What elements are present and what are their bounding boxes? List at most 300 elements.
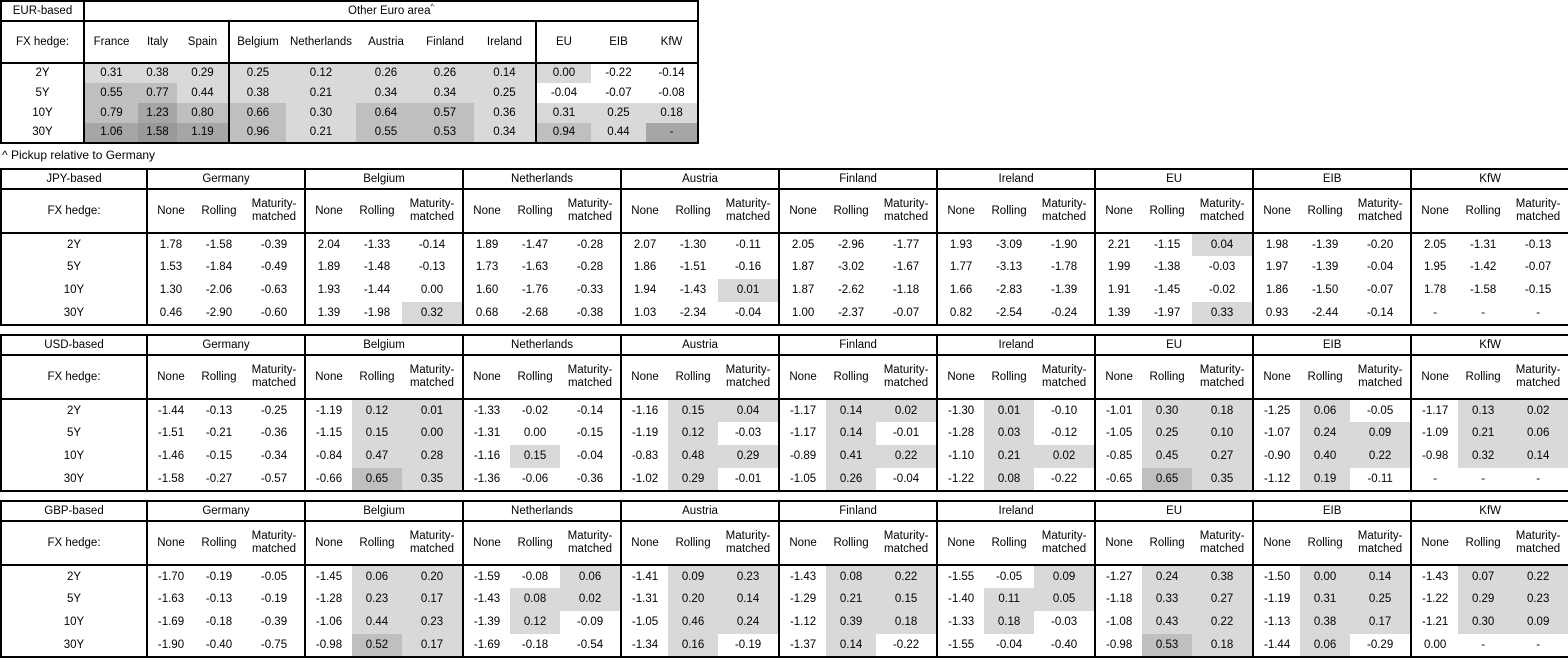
- value-cell: 0.04: [1192, 233, 1253, 256]
- issuer-group-header: EIB: [1253, 501, 1411, 521]
- value-cell: -0.18: [205, 616, 233, 629]
- issuer-group-header: Ireland: [937, 335, 1095, 355]
- hedge-type-header: Rolling: [1142, 355, 1192, 399]
- value-cell: 0.17: [1350, 611, 1411, 634]
- value-cell: -0.20: [1367, 238, 1394, 251]
- value-cell: 1.86: [1253, 279, 1300, 302]
- issuer-group-header: Belgium: [305, 169, 463, 189]
- tenor-label: 5Y: [1, 588, 147, 611]
- value-cell: -0.22: [1050, 472, 1078, 485]
- hedge-type-header: None: [1411, 355, 1458, 399]
- value-cell: 0.30: [286, 103, 356, 123]
- value-cell: 0.23: [718, 565, 779, 588]
- value-cell: 0.80: [177, 103, 229, 123]
- value-cell: -0.34: [260, 450, 288, 463]
- value-cell: 0.11: [984, 588, 1034, 611]
- value-cell: 0.21: [286, 83, 356, 103]
- value-cell: 0.29: [718, 445, 779, 468]
- value-cell: -0.08: [658, 86, 685, 99]
- value-cell: -1.69: [157, 616, 185, 629]
- value-cell: -1.33: [463, 399, 510, 422]
- value-cell: -1.12: [1253, 468, 1300, 491]
- hedge-type-header: Rolling: [194, 355, 244, 399]
- value-cell: -1.33: [363, 238, 391, 251]
- value-cell: -1.51: [157, 427, 185, 440]
- value-cell: -0.84: [305, 445, 352, 468]
- value-cell: 0.47: [352, 445, 402, 468]
- footnote: [0, 144, 1568, 168]
- gbp-based-table: [0, 500, 1568, 658]
- value-cell: 1.78: [1411, 279, 1458, 302]
- value-cell: 0.48: [668, 445, 718, 468]
- tenor-label: 30Y: [1, 123, 84, 143]
- table-currency-label: JPY-based: [1, 169, 147, 189]
- value-cell: -0.15: [1525, 284, 1552, 297]
- hedge-type-header: None: [1095, 189, 1142, 233]
- value-cell: 0.00: [1300, 565, 1350, 588]
- value-cell: -1.31: [463, 422, 510, 445]
- tenor-label: 30Y: [1, 634, 147, 657]
- issuer-group-header: Ireland: [937, 501, 1095, 521]
- value-cell: 0.15: [876, 588, 937, 611]
- value-cell: 0.14: [1508, 445, 1568, 468]
- value-cell: -1.76: [521, 284, 549, 297]
- issuer-column-header: Belgium: [229, 21, 286, 63]
- tenor-label: 10Y: [1, 279, 147, 302]
- value-cell: -0.25: [260, 404, 288, 417]
- value-cell: -: [646, 123, 698, 143]
- value-cell: 0.18: [876, 611, 937, 634]
- value-cell: -1.34: [621, 634, 668, 657]
- tenor-label: 10Y: [1, 103, 84, 123]
- value-cell: -1.43: [679, 284, 707, 297]
- fx-hedge-label: FX hedge:: [1, 21, 84, 63]
- value-cell: -0.04: [892, 472, 920, 485]
- hedge-type-header: None: [147, 355, 194, 399]
- value-cell: 1.93: [937, 233, 984, 256]
- value-cell: -0.49: [260, 261, 288, 274]
- value-cell: 0.44: [591, 123, 646, 143]
- value-cell: 0.14: [826, 422, 876, 445]
- value-cell: 0.65: [1142, 468, 1192, 491]
- hedge-type-header: None: [305, 355, 352, 399]
- hedge-type-header: Maturity-matched: [560, 355, 621, 399]
- value-cell: -1.50: [1312, 284, 1339, 297]
- value-cell: -1.90: [157, 638, 185, 651]
- issuer-column-header: Italy: [138, 21, 177, 63]
- hedge-type-header: Maturity-matched: [718, 521, 779, 565]
- hedge-type-header: Rolling: [826, 355, 876, 399]
- value-cell: 0.22: [1508, 565, 1568, 588]
- value-cell: 0.25: [1142, 422, 1192, 445]
- value-cell: -1.31: [621, 588, 668, 611]
- hedge-type-header: Maturity-matched: [402, 521, 463, 565]
- value-cell: -0.14: [658, 67, 685, 80]
- value-cell: 1.87: [779, 256, 826, 279]
- value-cell: 0.14: [474, 63, 536, 83]
- value-cell: -0.15: [576, 427, 604, 440]
- hedge-type-header: Maturity-matched: [718, 355, 779, 399]
- value-cell: 0.08: [826, 565, 876, 588]
- value-cell: 0.45: [1142, 445, 1192, 468]
- value-cell: 0.00: [523, 427, 547, 440]
- fx-hedge-label: FX hedge:: [1, 521, 147, 565]
- value-cell: -2.44: [1312, 306, 1339, 319]
- value-cell: 0.34: [416, 83, 474, 103]
- value-cell: -0.15: [205, 450, 233, 463]
- value-cell: -0.04: [536, 83, 591, 103]
- value-cell: -1.36: [463, 468, 510, 491]
- value-cell: -0.13: [418, 261, 446, 274]
- value-cell: -0.01: [734, 472, 762, 485]
- hedge-type-header: Maturity-matched: [1034, 355, 1095, 399]
- value-cell: 1.30: [159, 284, 183, 297]
- value-cell: -1.70: [157, 570, 185, 583]
- value-cell: 0.44: [177, 83, 229, 103]
- hedge-type-header: None: [463, 521, 510, 565]
- value-cell: -1.06: [305, 611, 352, 634]
- value-cell: -0.11: [1367, 472, 1393, 485]
- value-cell: -1.63: [521, 261, 549, 274]
- value-cell: -0.40: [205, 638, 233, 651]
- hedge-type-header: Maturity-matched: [1350, 355, 1411, 399]
- value-cell: -0.19: [260, 593, 288, 606]
- tenor-label: 2Y: [1, 399, 147, 422]
- value-cell: -1.21: [1411, 611, 1458, 634]
- value-cell: 0.13: [1458, 399, 1508, 422]
- hedge-type-header: Maturity-matched: [402, 189, 463, 233]
- value-cell: -1.44: [157, 404, 185, 417]
- value-cell: -1.63: [157, 593, 185, 606]
- value-cell: -1.08: [1095, 611, 1142, 634]
- value-cell: -1.58: [1470, 284, 1497, 297]
- value-cell: -: [1536, 638, 1541, 651]
- hedge-type-header: Maturity-matched: [876, 189, 937, 233]
- value-cell: 0.17: [402, 634, 463, 657]
- hedge-type-header: None: [621, 189, 668, 233]
- value-cell: 0.22: [876, 445, 937, 468]
- value-cell: -1.46: [157, 450, 185, 463]
- tenor-label: 2Y: [1, 63, 84, 83]
- value-cell: 0.14: [1350, 565, 1411, 588]
- value-cell: -2.34: [679, 306, 707, 319]
- value-cell: -1.28: [937, 422, 984, 445]
- value-cell: 0.94: [536, 123, 591, 143]
- issuer-group-header: Germany: [147, 335, 305, 355]
- value-cell: 0.15: [352, 422, 402, 445]
- issuer-group-header: Germany: [147, 169, 305, 189]
- value-cell: -1.15: [305, 422, 352, 445]
- value-cell: 2.07: [621, 233, 668, 256]
- table-currency-label: GBP-based: [1, 501, 147, 521]
- hedge-type-header: Maturity-matched: [1192, 521, 1253, 565]
- value-cell: -1.97: [1154, 306, 1181, 319]
- value-cell: 1.06: [84, 123, 138, 143]
- value-cell: -1.07: [1253, 422, 1300, 445]
- issuer-group-header: Netherlands: [463, 169, 621, 189]
- value-cell: 0.00: [420, 284, 444, 297]
- value-cell: -: [1481, 638, 1486, 651]
- value-cell: -1.05: [621, 611, 668, 634]
- value-cell: 1.91: [1095, 279, 1142, 302]
- value-cell: 1.19: [177, 123, 229, 143]
- value-cell: -3.09: [995, 238, 1023, 251]
- issuer-group-header: Belgium: [305, 335, 463, 355]
- hedge-type-header: None: [937, 189, 984, 233]
- value-cell: -1.02: [621, 468, 668, 491]
- hedge-type-header: Maturity-matched: [876, 355, 937, 399]
- table-currency-label: USD-based: [1, 335, 147, 355]
- value-cell: -1.43: [1411, 565, 1458, 588]
- hedge-type-header: Rolling: [826, 189, 876, 233]
- hedge-type-header: None: [621, 521, 668, 565]
- value-cell: -2.90: [205, 306, 233, 319]
- tenor-label: 5Y: [1, 422, 147, 445]
- hedge-type-header: Maturity-matched: [1350, 189, 1411, 233]
- value-cell: 1.98: [1253, 233, 1300, 256]
- value-cell: 0.40: [1300, 445, 1350, 468]
- value-cell: -0.13: [1525, 238, 1552, 251]
- issuer-group-header: EU: [1095, 501, 1253, 521]
- hedge-type-header: None: [779, 189, 826, 233]
- value-cell: -1.43: [779, 565, 826, 588]
- value-cell: -0.66: [305, 468, 352, 491]
- footnote-text: Pickup relative to Germany: [10, 148, 156, 162]
- value-cell: 0.46: [668, 611, 718, 634]
- value-cell: 1.97: [1253, 256, 1300, 279]
- value-cell: 0.34: [474, 123, 536, 143]
- value-cell: 0.02: [1508, 399, 1568, 422]
- value-cell: 0.25: [1350, 588, 1411, 611]
- value-cell: 0.18: [646, 103, 698, 123]
- value-cell: 0.65: [352, 468, 402, 491]
- value-cell: 1.66: [937, 279, 984, 302]
- value-cell: -0.85: [1095, 445, 1142, 468]
- value-cell: -0.08: [521, 570, 549, 583]
- value-cell: 1.99: [1095, 256, 1142, 279]
- value-cell: -1.48: [363, 261, 391, 274]
- hedge-type-header: None: [1411, 521, 1458, 565]
- value-cell: -1.05: [779, 468, 826, 491]
- issuer-group-header: KfW: [1411, 169, 1568, 189]
- value-cell: 0.05: [1034, 588, 1095, 611]
- value-cell: -0.36: [576, 472, 604, 485]
- value-cell: -0.04: [1367, 261, 1394, 274]
- value-cell: -2.06: [205, 284, 233, 297]
- value-cell: 1.60: [463, 279, 510, 302]
- value-cell: -1.17: [779, 399, 826, 422]
- issuer-group-header: KfW: [1411, 335, 1568, 355]
- value-cell: 1.93: [305, 279, 352, 302]
- value-cell: 0.52: [352, 634, 402, 657]
- value-cell: 0.06: [352, 565, 402, 588]
- value-cell: -0.05: [995, 570, 1023, 583]
- hedge-type-header: None: [147, 189, 194, 233]
- value-cell: -3.13: [995, 261, 1023, 274]
- hedge-type-header: Maturity-matched: [718, 189, 779, 233]
- hedge-type-header: Maturity-matched: [1508, 355, 1568, 399]
- value-cell: 0.09: [1350, 422, 1411, 445]
- value-cell: -0.29: [1367, 638, 1394, 651]
- value-cell: 0.39: [826, 611, 876, 634]
- hedge-type-header: Rolling: [668, 355, 718, 399]
- value-cell: -0.07: [605, 86, 632, 99]
- value-cell: -1.01: [1095, 399, 1142, 422]
- value-cell: 0.34: [356, 83, 416, 103]
- value-cell: -0.28: [576, 261, 604, 274]
- issuer-group-header: EU: [1095, 169, 1253, 189]
- issuer-group-header: Belgium: [305, 501, 463, 521]
- value-cell: 0.06: [1300, 634, 1350, 657]
- value-cell: 0.07: [1458, 565, 1508, 588]
- value-cell: -0.36: [260, 427, 288, 440]
- hedge-type-header: Rolling: [984, 521, 1034, 565]
- value-cell: -2.37: [837, 306, 865, 319]
- hedge-type-header: Maturity-matched: [1508, 189, 1568, 233]
- value-cell: -0.03: [734, 427, 762, 440]
- value-cell: 0.23: [1508, 588, 1568, 611]
- value-cell: 0.33: [1142, 588, 1192, 611]
- value-cell: 0.55: [356, 123, 416, 143]
- value-cell: 1.77: [937, 256, 984, 279]
- value-cell: -1.27: [1095, 565, 1142, 588]
- value-cell: -0.27: [205, 472, 233, 485]
- value-cell: 0.33: [1192, 302, 1253, 325]
- value-cell: 1.86: [621, 256, 668, 279]
- value-cell: 0.26: [826, 468, 876, 491]
- value-cell: -1.13: [1253, 611, 1300, 634]
- value-cell: 1.58: [138, 123, 177, 143]
- value-cell: 1.00: [779, 302, 826, 325]
- value-cell: 0.82: [937, 302, 984, 325]
- hedge-type-header: Maturity-matched: [1192, 189, 1253, 233]
- value-cell: 0.09: [1034, 565, 1095, 588]
- value-cell: -2.83: [995, 284, 1023, 297]
- eur-based-table: [0, 0, 699, 144]
- hedge-type-header: None: [1253, 355, 1300, 399]
- value-cell: 2.05: [779, 233, 826, 256]
- value-cell: -2.96: [837, 238, 865, 251]
- value-cell: -1.39: [1050, 284, 1078, 297]
- value-cell: -: [1536, 472, 1541, 485]
- value-cell: -0.12: [1050, 427, 1078, 440]
- tenor-label: 2Y: [1, 233, 147, 256]
- hedge-type-header: None: [621, 355, 668, 399]
- value-cell: -0.06: [521, 472, 549, 485]
- value-cell: 0.31: [84, 63, 138, 83]
- tenor-label: 2Y: [1, 565, 147, 588]
- value-cell: -1.19: [621, 422, 668, 445]
- hedge-type-header: Rolling: [1300, 355, 1350, 399]
- value-cell: 0.24: [1142, 565, 1192, 588]
- value-cell: -0.14: [576, 404, 604, 417]
- value-cell: 0.21: [286, 123, 356, 143]
- value-cell: -1.45: [1154, 284, 1181, 297]
- issuer-group-header: Netherlands: [463, 335, 621, 355]
- value-cell: 0.26: [416, 63, 474, 83]
- value-cell: -1.05: [1095, 422, 1142, 445]
- value-cell: 0.19: [1300, 468, 1350, 491]
- value-cell: 0.01: [984, 399, 1034, 422]
- value-cell: 0.15: [510, 445, 560, 468]
- other-euro-area-merged-header: [84, 1, 698, 21]
- value-cell: -0.22: [605, 67, 632, 80]
- value-cell: -0.63: [260, 284, 288, 297]
- value-cell: -1.67: [892, 261, 920, 274]
- value-cell: 0.01: [402, 399, 463, 422]
- hedge-type-header: Maturity-matched: [244, 521, 305, 565]
- value-cell: 0.41: [826, 445, 876, 468]
- value-cell: 0.12: [352, 399, 402, 422]
- value-cell: -1.17: [1411, 399, 1458, 422]
- issuer-group-header: Austria: [621, 335, 779, 355]
- value-cell: 0.35: [1192, 468, 1253, 491]
- value-cell: -1.45: [305, 565, 352, 588]
- value-cell: -0.98: [1095, 634, 1142, 657]
- value-cell: 0.68: [463, 302, 510, 325]
- value-cell: -0.21: [205, 427, 233, 440]
- hedge-type-header: Maturity-matched: [1350, 521, 1411, 565]
- hedge-type-header: None: [1095, 355, 1142, 399]
- issuer-column-header: Netherlands: [286, 21, 356, 63]
- value-cell: -0.33: [576, 284, 604, 297]
- value-cell: -1.51: [679, 261, 707, 274]
- hedge-type-header: Maturity-matched: [1192, 355, 1253, 399]
- value-cell: -1.43: [463, 588, 510, 611]
- value-cell: -0.14: [418, 238, 446, 251]
- value-cell: 0.24: [718, 611, 779, 634]
- value-cell: -0.02: [521, 404, 549, 417]
- tenor-label: 30Y: [1, 302, 147, 325]
- value-cell: -0.54: [576, 638, 604, 651]
- value-cell: -3.02: [837, 261, 865, 274]
- value-cell: -: [1411, 302, 1458, 325]
- value-cell: -1.90: [1050, 238, 1078, 251]
- value-cell: 0.02: [876, 399, 937, 422]
- value-cell: 0.20: [402, 565, 463, 588]
- value-cell: -1.16: [463, 445, 510, 468]
- hedge-type-header: Maturity-matched: [1508, 521, 1568, 565]
- value-cell: -1.39: [463, 611, 510, 634]
- issuer-column-header: Ireland: [474, 21, 536, 63]
- value-cell: 1.73: [463, 256, 510, 279]
- value-cell: 0.22: [1350, 445, 1411, 468]
- other-euro-area-text: Other Euro area: [348, 4, 431, 17]
- value-cell: -1.44: [1253, 634, 1300, 657]
- value-cell: 0.53: [1142, 634, 1192, 657]
- hedge-type-header: Rolling: [1458, 355, 1508, 399]
- usd-based-table: [0, 334, 1568, 492]
- issuer-group-header: Ireland: [937, 169, 1095, 189]
- value-cell: -1.47: [521, 238, 549, 251]
- value-cell: 0.30: [1458, 611, 1508, 634]
- hedge-type-header: None: [1253, 521, 1300, 565]
- hedge-type-header: None: [463, 189, 510, 233]
- value-cell: -1.58: [205, 238, 233, 251]
- value-cell: -1.30: [679, 238, 707, 251]
- issuer-group-header: Germany: [147, 501, 305, 521]
- hedge-type-header: None: [1095, 521, 1142, 565]
- value-cell: 0.27: [1192, 588, 1253, 611]
- value-cell: -1.42: [1470, 261, 1497, 274]
- value-cell: 0.46: [159, 306, 183, 319]
- value-cell: 0.30: [1142, 399, 1192, 422]
- value-cell: -0.83: [621, 445, 668, 468]
- value-cell: 0.53: [416, 123, 474, 143]
- value-cell: -0.40: [1050, 638, 1078, 651]
- value-cell: -1.59: [463, 565, 510, 588]
- value-cell: 0.06: [1508, 422, 1568, 445]
